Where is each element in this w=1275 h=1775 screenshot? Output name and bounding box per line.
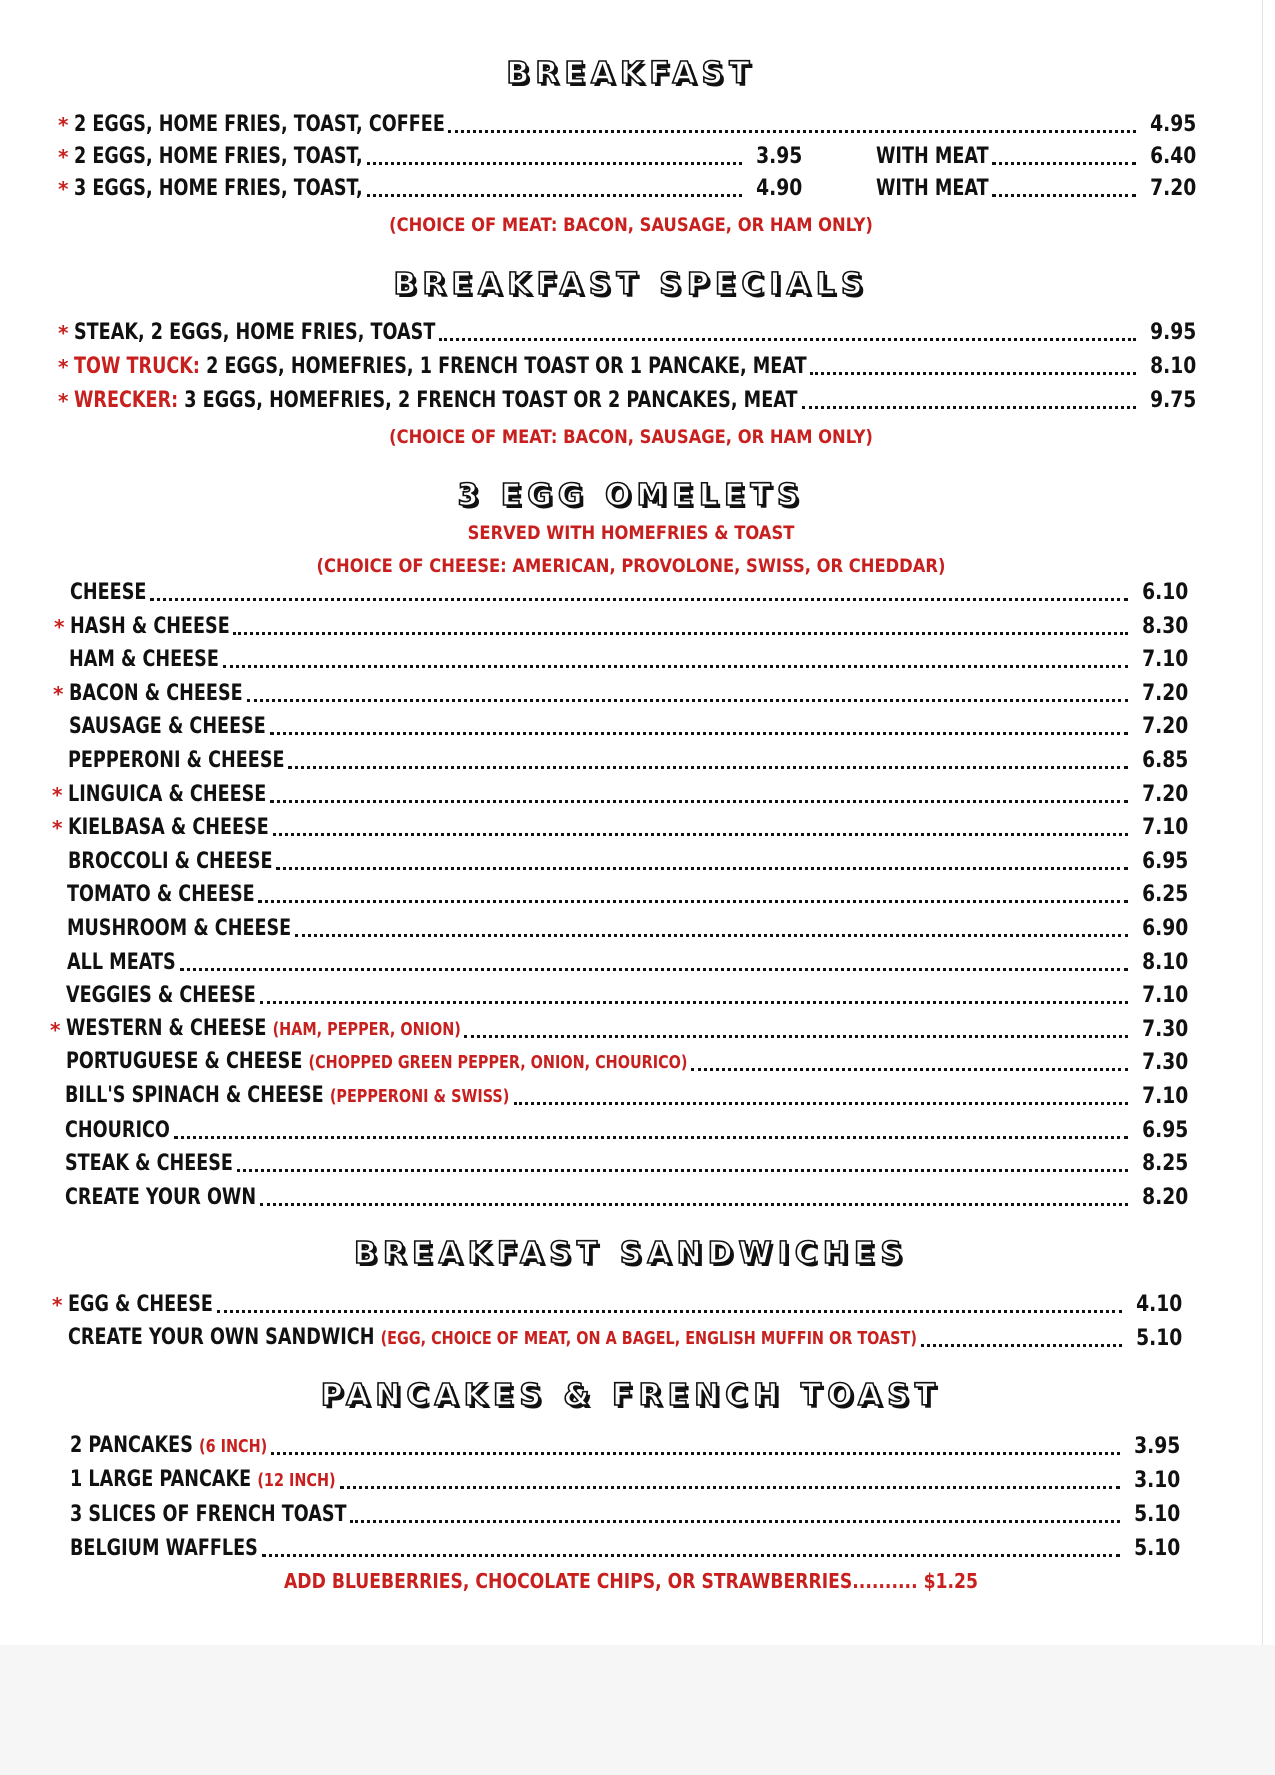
menu-item xyxy=(58,384,1196,416)
item-price: 7.20 xyxy=(1141,781,1188,807)
item-name: BROCCOLI & CHEESE xyxy=(68,848,273,874)
dot-leader xyxy=(223,665,1128,668)
dot-leader xyxy=(174,1136,1128,1139)
omelet-item xyxy=(51,912,1188,944)
pancake-item xyxy=(54,1430,1180,1462)
item-name: TOW TRUCK: 2 EGGS, HOMEFRIES, 1 FRENCH TOAST OR 1 PANCAKE, MEAT xyxy=(74,354,807,379)
with-meat-label: WITH MEAT xyxy=(876,176,989,201)
item-price: 3.10 xyxy=(1133,1468,1180,1493)
omelets-subtitle: SERVED WITH HOMEFRIES & TOAST xyxy=(467,522,795,544)
item-price: 6.90 xyxy=(1141,916,1188,941)
item-price: 5.10 xyxy=(1135,1326,1182,1351)
dot-leader xyxy=(992,162,1135,165)
omelet-item xyxy=(50,1013,1188,1045)
item-price: 8.30 xyxy=(1141,613,1188,639)
dot-leader xyxy=(921,1344,1122,1347)
omelet-item xyxy=(49,1114,1188,1146)
menu-item xyxy=(52,1322,1182,1354)
with-meat-price: 6.40 xyxy=(1149,144,1196,169)
item-name: CREATE YOUR OWN xyxy=(65,1184,257,1210)
cheese-choice-note: (CHOICE OF CHEESE: AMERICAN, PROVOLONE, SWISS, OR CHEDDAR) xyxy=(316,555,946,577)
addon-note: ADD BLUEBERRIES, CHOCOLATE CHIPS, OR STRAWBERRIES.......... $1.25 xyxy=(283,1569,978,1593)
omelets-title: 3 EGG OMELETS xyxy=(457,478,805,513)
item-name: BILL'S SPINACH & CHEESE (PEPPERONI & SWISS) xyxy=(65,1083,510,1108)
red-asterisk-icon: * xyxy=(52,816,63,841)
item-price: 5.10 xyxy=(1133,1536,1180,1561)
meat-choice-note: (CHOICE OF MEAT: BACON, SAUSAGE, OR HAM ONLY) xyxy=(389,426,873,448)
item-description: (HAM, PEPPER, ONION) xyxy=(272,1018,461,1040)
wrecker-label: WRECKER: xyxy=(74,388,179,413)
item-price: 4.10 xyxy=(1135,1292,1182,1317)
item-name: WRECKER: 3 EGGS, HOMEFRIES, 2 FRENCH TOAST OR 2 PANCAKES, MEAT xyxy=(74,388,798,413)
dot-leader xyxy=(237,1169,1128,1172)
item-name: WESTERN & CHEESE (HAM, PEPPER, ONION) xyxy=(66,1015,461,1041)
item-name: CREATE YOUR OWN SANDWICH (EGG, CHOICE OF MEAT, ON A BAGEL, ENGLISH MUFFIN OR TOAST) xyxy=(68,1325,917,1350)
sandwiches-title: BREAKFAST SANDWICHES xyxy=(353,1236,909,1271)
item-price: 7.10 xyxy=(1141,647,1188,673)
dot-leader xyxy=(258,900,1127,903)
dot-leader xyxy=(273,833,1128,836)
dot-leader xyxy=(150,598,1128,601)
dot-leader xyxy=(295,934,1127,937)
omelet-item xyxy=(51,878,1188,910)
item-price: 7.30 xyxy=(1141,1050,1188,1076)
pancake-item xyxy=(54,1498,1180,1530)
item-price: 7.10 xyxy=(1141,983,1188,1009)
dot-leader xyxy=(340,1486,1120,1489)
omelet-item xyxy=(49,1181,1188,1213)
dot-leader xyxy=(271,1452,1120,1455)
item-name: 2 PANCAKES (6 INCH) xyxy=(70,1433,268,1458)
item-price: 7.20 xyxy=(1141,680,1188,706)
red-asterisk-icon: * xyxy=(58,145,69,169)
item-price: 7.10 xyxy=(1141,815,1188,841)
item-price: 4.90 xyxy=(755,176,802,201)
dot-leader xyxy=(270,732,1128,735)
item-price: 8.20 xyxy=(1141,1184,1188,1210)
item-description: (EGG, CHOICE OF MEAT, ON A BAGEL, ENGLISH MUFFIN OR TOAST) xyxy=(380,1328,917,1349)
item-price: 6.95 xyxy=(1141,848,1188,874)
with-meat-label: WITH MEAT xyxy=(876,144,989,169)
omelet-item xyxy=(52,845,1188,877)
dot-leader xyxy=(439,338,1136,341)
dot-leader xyxy=(276,867,1128,870)
item-name: STEAK, 2 EGGS, HOME FRIES, TOAST xyxy=(74,320,436,345)
item-description: (6 INCH) xyxy=(199,1436,268,1457)
item-price: 3.95 xyxy=(755,144,802,169)
dot-leader xyxy=(802,406,1136,409)
red-asterisk-icon: * xyxy=(58,355,69,379)
item-name: 1 LARGE PANCAKE (12 INCH) xyxy=(70,1467,336,1492)
dot-leader xyxy=(350,1520,1119,1523)
menu-item xyxy=(58,350,1196,382)
red-asterisk-icon: * xyxy=(54,614,65,639)
item-name: EGG & CHEESE xyxy=(68,1292,213,1317)
omelet-item xyxy=(52,744,1188,776)
menu-item xyxy=(52,1288,1182,1320)
omelet-item xyxy=(52,811,1188,843)
item-name: LINGUICA & CHEESE xyxy=(68,781,267,807)
item-price: 5.10 xyxy=(1133,1502,1180,1527)
breakfast-title: BREAKFAST xyxy=(506,56,756,91)
dot-leader xyxy=(810,372,1135,375)
item-name: BELGIUM WAFFLES xyxy=(70,1536,258,1561)
item-name: MUSHROOM & CHEESE xyxy=(67,916,292,941)
omelet-item xyxy=(54,576,1188,608)
red-asterisk-icon: * xyxy=(52,1293,63,1317)
omelet-item xyxy=(54,610,1188,642)
item-price: 4.95 xyxy=(1149,112,1196,137)
item-name: PEPPERONI & CHEESE xyxy=(68,748,285,773)
dot-leader xyxy=(992,194,1135,197)
item-price: 6.95 xyxy=(1141,1117,1188,1143)
dot-leader xyxy=(367,194,742,197)
dot-leader xyxy=(270,800,1128,803)
item-price: 9.95 xyxy=(1149,320,1196,345)
item-name: 3 EGGS, HOME FRIES, TOAST, xyxy=(74,176,363,201)
meat-choice-note: (CHOICE OF MEAT: BACON, SAUSAGE, OR HAM ONLY) xyxy=(389,214,873,236)
item-name: STEAK & CHEESE xyxy=(65,1151,233,1177)
omelet-item xyxy=(53,643,1188,675)
red-asterisk-icon: * xyxy=(50,1017,61,1042)
item-name: ALL MEATS xyxy=(67,949,176,975)
pancake-item xyxy=(54,1532,1180,1564)
item-price: 7.10 xyxy=(1141,1084,1188,1109)
pancake-item xyxy=(54,1464,1180,1496)
omelet-item xyxy=(51,946,1188,978)
omelet-item xyxy=(52,778,1188,810)
item-name: CHOURICO xyxy=(65,1117,170,1143)
item-description: (PEPPERONI & SWISS) xyxy=(329,1086,510,1107)
item-price: 7.30 xyxy=(1141,1016,1188,1042)
item-price: 6.85 xyxy=(1141,748,1188,773)
menu-item xyxy=(58,316,1196,348)
item-name: TOMATO & CHEESE xyxy=(67,882,255,908)
item-price: 7.20 xyxy=(1141,714,1188,740)
dot-leader xyxy=(260,1001,1128,1004)
omelet-item xyxy=(50,1046,1188,1078)
item-name: HASH & CHEESE xyxy=(70,613,230,639)
dot-leader xyxy=(217,1310,1122,1313)
omelet-item xyxy=(50,979,1188,1011)
item-description: (12 INCH) xyxy=(257,1470,336,1491)
red-asterisk-icon: * xyxy=(58,177,69,201)
item-name: BACON & CHEESE xyxy=(69,680,243,706)
item-description: (CHOPPED GREEN PEPPER, ONION, CHOURICO) xyxy=(308,1052,688,1074)
item-name: 2 EGGS, HOME FRIES, TOAST, COFFEE xyxy=(74,112,445,137)
item-price: 8.25 xyxy=(1141,1151,1188,1177)
dot-leader xyxy=(691,1068,1127,1071)
menu-item xyxy=(58,172,1196,204)
item-price: 6.25 xyxy=(1141,882,1188,908)
item-name: 3 SLICES OF FRENCH TOAST xyxy=(70,1502,347,1527)
item-name: 2 EGGS, HOME FRIES, TOAST, xyxy=(74,144,363,169)
breakfast-specials-title: BREAKFAST SPECIALS xyxy=(393,267,869,302)
dot-leader xyxy=(260,1203,1128,1206)
item-name: PORTUGUESE & CHEESE (CHOPPED GREEN PEPPER, ONION, CHOURICO) xyxy=(66,1049,688,1075)
item-price: 8.10 xyxy=(1149,354,1196,379)
item-price: 6.10 xyxy=(1141,580,1188,605)
omelet-item xyxy=(53,710,1188,742)
dot-leader xyxy=(233,632,1127,635)
item-price: 8.10 xyxy=(1141,949,1188,975)
omelet-item xyxy=(49,1147,1188,1179)
dot-leader xyxy=(514,1102,1128,1105)
tow-truck-label: TOW TRUCK: xyxy=(74,354,200,379)
dot-leader xyxy=(448,130,1135,133)
with-meat-price: 7.20 xyxy=(1149,176,1196,201)
page-bottom-band xyxy=(0,1645,1275,1775)
item-name: CHEESE xyxy=(70,580,147,605)
dot-leader xyxy=(180,968,1128,971)
red-asterisk-icon: * xyxy=(58,113,69,137)
item-name: SAUSAGE & CHEESE xyxy=(69,714,266,740)
dot-leader xyxy=(262,1554,1120,1557)
red-asterisk-icon: * xyxy=(58,389,69,413)
item-name: VEGGIES & CHEESE xyxy=(66,983,256,1009)
pancakes-title: PANCAKES & FRENCH TOAST xyxy=(320,1378,942,1413)
dot-leader xyxy=(367,162,742,165)
red-asterisk-icon: * xyxy=(58,321,69,345)
menu-item xyxy=(58,140,1196,172)
menu-item xyxy=(58,108,1196,140)
dot-leader xyxy=(247,699,1128,702)
dot-leader xyxy=(288,766,1128,769)
item-name: HAM & CHEESE xyxy=(69,647,219,673)
item-name: KIELBASA & CHEESE xyxy=(68,815,269,841)
dot-leader xyxy=(464,1035,1127,1038)
red-asterisk-icon: * xyxy=(53,681,64,706)
omelet-item xyxy=(53,677,1188,709)
item-price: 9.75 xyxy=(1149,388,1196,413)
item-price: 3.95 xyxy=(1133,1434,1180,1459)
omelet-item xyxy=(49,1080,1188,1112)
red-asterisk-icon: * xyxy=(52,782,63,807)
